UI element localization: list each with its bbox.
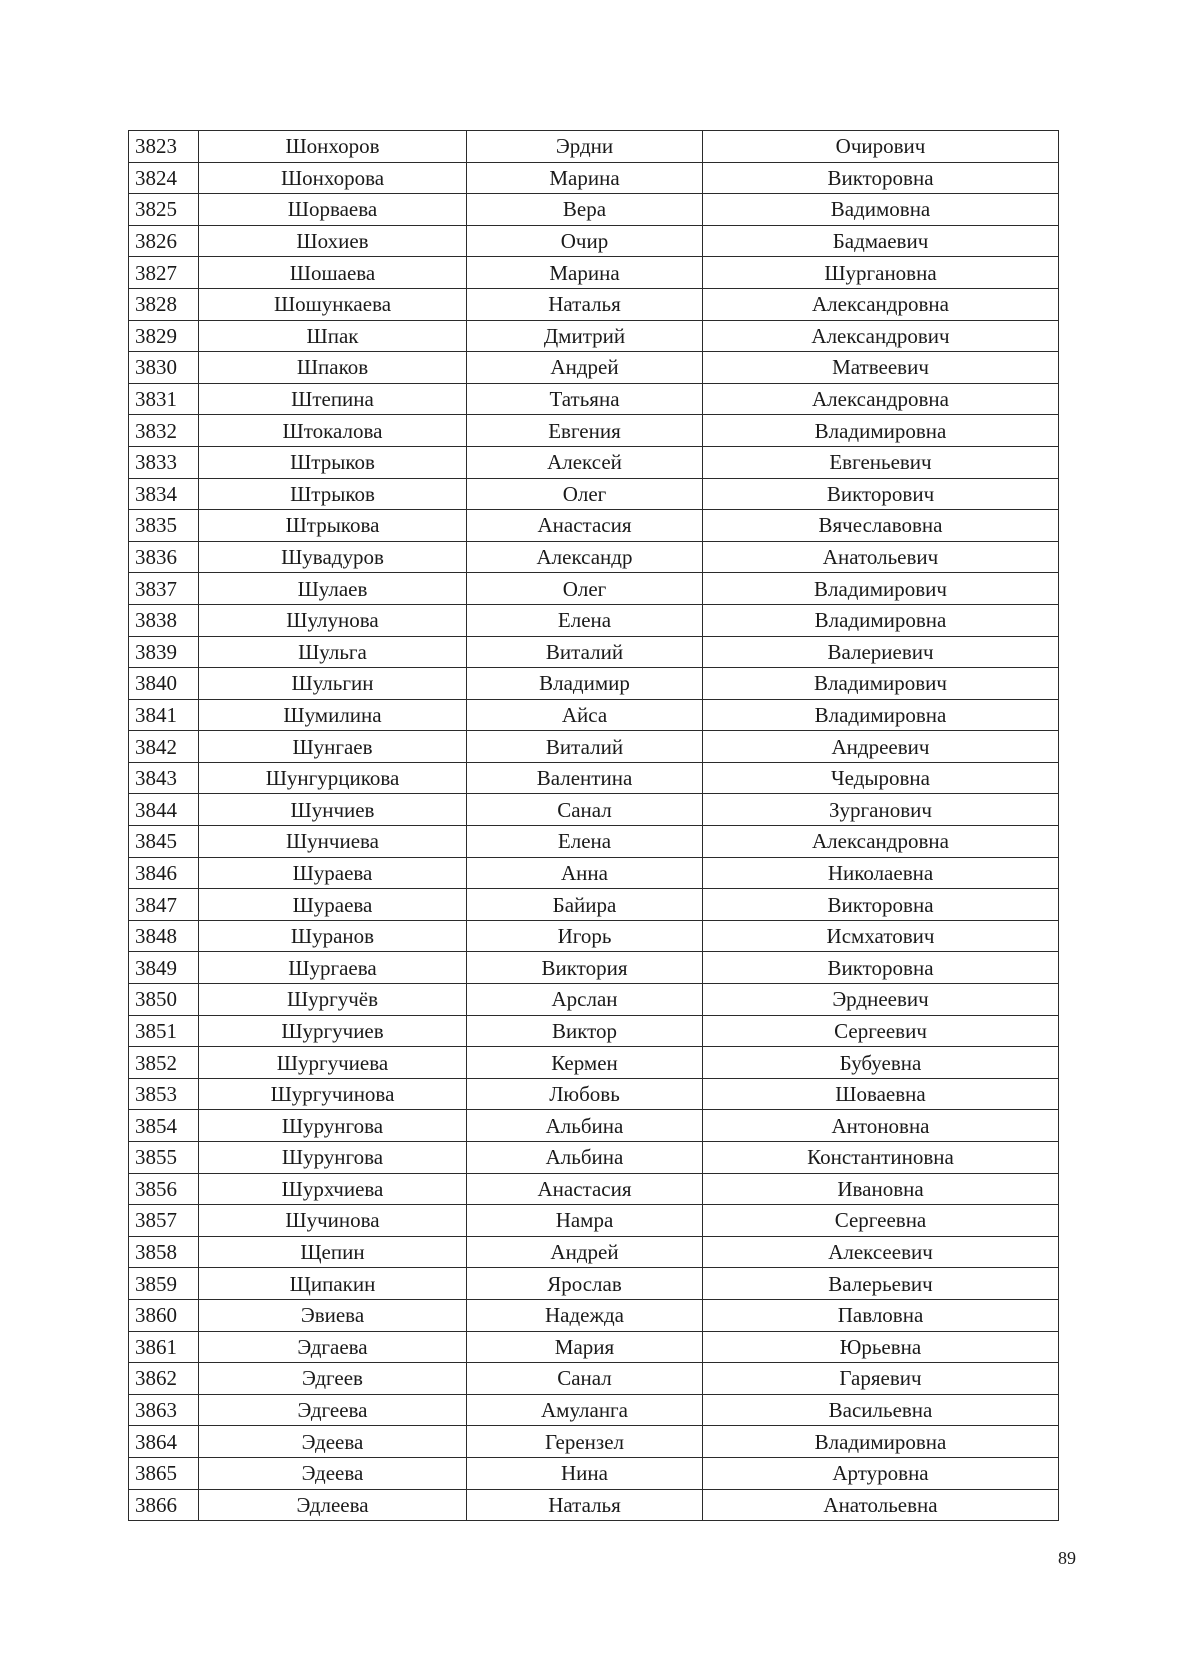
patronymic-cell: Сергеевна — [703, 1205, 1059, 1237]
first-name-cell: Елена — [467, 604, 703, 636]
patronymic-cell: Антоновна — [703, 1110, 1059, 1142]
surname-cell: Шургучёв — [199, 984, 467, 1016]
patronymic-cell: Владимировна — [703, 699, 1059, 731]
row-number-cell: 3866 — [129, 1489, 199, 1521]
surname-cell: Шорваева — [199, 194, 467, 226]
row-number-cell: 3846 — [129, 857, 199, 889]
surname-cell: Эдлеева — [199, 1489, 467, 1521]
first-name-cell: Татьяна — [467, 383, 703, 415]
surname-cell: Эдеева — [199, 1426, 467, 1458]
first-name-cell: Нина — [467, 1457, 703, 1489]
table-row — [129, 131, 1059, 163]
surname-cell: Шпак — [199, 320, 467, 352]
first-name-cell: Арслан — [467, 984, 703, 1016]
roster-table — [128, 130, 1059, 1521]
patronymic-cell: Александровна — [703, 383, 1059, 415]
first-name-cell: Виктор — [467, 1015, 703, 1047]
first-name-cell: Виктория — [467, 952, 703, 984]
first-name-cell: Ярослав — [467, 1268, 703, 1300]
first-name-cell: Владимир — [467, 668, 703, 700]
table-row — [129, 1142, 1059, 1174]
table-row — [129, 604, 1059, 636]
row-number-cell: 3828 — [129, 288, 199, 320]
patronymic-cell: Валерьевич — [703, 1268, 1059, 1300]
first-name-cell: Амуланга — [467, 1394, 703, 1426]
table-row — [129, 668, 1059, 700]
row-number-cell: 3832 — [129, 415, 199, 447]
row-number-cell: 3825 — [129, 194, 199, 226]
surname-cell: Эдеева — [199, 1457, 467, 1489]
table-row — [129, 762, 1059, 794]
table-row — [129, 320, 1059, 352]
table-row — [129, 1363, 1059, 1395]
first-name-cell: Андрей — [467, 352, 703, 384]
table-row — [129, 1205, 1059, 1237]
surname-cell: Шургучиева — [199, 1047, 467, 1079]
table-row — [129, 446, 1059, 478]
first-name-cell: Намра — [467, 1205, 703, 1237]
first-name-cell: Анастасия — [467, 510, 703, 542]
first-name-cell: Анна — [467, 857, 703, 889]
row-number-cell: 3852 — [129, 1047, 199, 1079]
patronymic-cell: Валериевич — [703, 636, 1059, 668]
table-row — [129, 1299, 1059, 1331]
table-row — [129, 352, 1059, 384]
row-number-cell: 3824 — [129, 162, 199, 194]
patronymic-cell: Сергеевич — [703, 1015, 1059, 1047]
row-number-cell: 3860 — [129, 1299, 199, 1331]
patronymic-cell: Эрднеевич — [703, 984, 1059, 1016]
row-number-cell: 3848 — [129, 920, 199, 952]
surname-cell: Шунчиева — [199, 826, 467, 858]
surname-cell: Эдгеева — [199, 1394, 467, 1426]
surname-cell: Шурхчиева — [199, 1173, 467, 1205]
row-number-cell: 3861 — [129, 1331, 199, 1363]
first-name-cell: Дмитрий — [467, 320, 703, 352]
surname-cell: Шунгаев — [199, 731, 467, 763]
patronymic-cell: Артуровна — [703, 1457, 1059, 1489]
row-number-cell: 3827 — [129, 257, 199, 289]
row-number-cell: 3855 — [129, 1142, 199, 1174]
patronymic-cell: Константиновна — [703, 1142, 1059, 1174]
patronymic-cell: Викторовна — [703, 889, 1059, 921]
row-number-cell: 3849 — [129, 952, 199, 984]
surname-cell: Эдгаева — [199, 1331, 467, 1363]
patronymic-cell: Андреевич — [703, 731, 1059, 763]
table-row — [129, 952, 1059, 984]
first-name-cell: Алексей — [467, 446, 703, 478]
first-name-cell: Кермен — [467, 1047, 703, 1079]
table-row — [129, 1236, 1059, 1268]
first-name-cell: Евгения — [467, 415, 703, 447]
surname-cell: Штокалова — [199, 415, 467, 447]
row-number-cell: 3826 — [129, 225, 199, 257]
roster-table-body — [129, 131, 1059, 1521]
patronymic-cell: Васильевна — [703, 1394, 1059, 1426]
patronymic-cell: Шургановна — [703, 257, 1059, 289]
first-name-cell: Герензел — [467, 1426, 703, 1458]
patronymic-cell: Владимировна — [703, 604, 1059, 636]
table-row — [129, 920, 1059, 952]
patronymic-cell: Владимировна — [703, 415, 1059, 447]
table-row — [129, 826, 1059, 858]
row-number-cell: 3838 — [129, 604, 199, 636]
surname-cell: Шулаев — [199, 573, 467, 605]
row-number-cell: 3841 — [129, 699, 199, 731]
table-row — [129, 288, 1059, 320]
first-name-cell: Надежда — [467, 1299, 703, 1331]
table-row — [129, 510, 1059, 542]
surname-cell: Щепин — [199, 1236, 467, 1268]
surname-cell: Шонхорова — [199, 162, 467, 194]
row-number-cell: 3839 — [129, 636, 199, 668]
patronymic-cell: Павловна — [703, 1299, 1059, 1331]
table-row — [129, 1078, 1059, 1110]
table-row — [129, 1489, 1059, 1521]
table-row — [129, 1110, 1059, 1142]
table-row — [129, 194, 1059, 226]
first-name-cell: Любовь — [467, 1078, 703, 1110]
patronymic-cell: Зурганович — [703, 794, 1059, 826]
table-row — [129, 857, 1059, 889]
row-number-cell: 3830 — [129, 352, 199, 384]
first-name-cell: Очир — [467, 225, 703, 257]
row-number-cell: 3829 — [129, 320, 199, 352]
patronymic-cell: Бадмаевич — [703, 225, 1059, 257]
row-number-cell: 3865 — [129, 1457, 199, 1489]
table-row — [129, 1426, 1059, 1458]
patronymic-cell: Чедыровна — [703, 762, 1059, 794]
first-name-cell: Вера — [467, 194, 703, 226]
surname-cell: Шурунгова — [199, 1110, 467, 1142]
table-row — [129, 415, 1059, 447]
first-name-cell: Виталий — [467, 636, 703, 668]
first-name-cell: Игорь — [467, 920, 703, 952]
row-number-cell: 3844 — [129, 794, 199, 826]
table-row — [129, 1015, 1059, 1047]
first-name-cell: Наталья — [467, 288, 703, 320]
surname-cell: Шпаков — [199, 352, 467, 384]
row-number-cell: 3843 — [129, 762, 199, 794]
patronymic-cell: Викторовна — [703, 162, 1059, 194]
table-row — [129, 731, 1059, 763]
first-name-cell: Елена — [467, 826, 703, 858]
patronymic-cell: Очирович — [703, 131, 1059, 163]
surname-cell: Эдгеев — [199, 1363, 467, 1395]
surname-cell: Шувадуров — [199, 541, 467, 573]
surname-cell: Шульгин — [199, 668, 467, 700]
surname-cell: Шургаева — [199, 952, 467, 984]
table-row — [129, 1331, 1059, 1363]
patronymic-cell: Викторович — [703, 478, 1059, 510]
row-number-cell: 3840 — [129, 668, 199, 700]
first-name-cell: Марина — [467, 162, 703, 194]
row-number-cell: 3842 — [129, 731, 199, 763]
row-number-cell: 3835 — [129, 510, 199, 542]
first-name-cell: Санал — [467, 794, 703, 826]
first-name-cell: Санал — [467, 1363, 703, 1395]
first-name-cell: Альбина — [467, 1110, 703, 1142]
row-number-cell: 3823 — [129, 131, 199, 163]
row-number-cell: 3858 — [129, 1236, 199, 1268]
first-name-cell: Анастасия — [467, 1173, 703, 1205]
surname-cell: Шумилина — [199, 699, 467, 731]
row-number-cell: 3851 — [129, 1015, 199, 1047]
table-row — [129, 162, 1059, 194]
surname-cell: Шошункаева — [199, 288, 467, 320]
table-row — [129, 636, 1059, 668]
patronymic-cell: Вадимовна — [703, 194, 1059, 226]
patronymic-cell: Ивановна — [703, 1173, 1059, 1205]
patronymic-cell: Вячеславовна — [703, 510, 1059, 542]
row-number-cell: 3836 — [129, 541, 199, 573]
surname-cell: Шурунгова — [199, 1142, 467, 1174]
row-number-cell: 3862 — [129, 1363, 199, 1395]
table-row — [129, 1394, 1059, 1426]
table-row — [129, 1268, 1059, 1300]
table-row — [129, 1173, 1059, 1205]
surname-cell: Эвиева — [199, 1299, 467, 1331]
first-name-cell: Мария — [467, 1331, 703, 1363]
surname-cell: Шунчиев — [199, 794, 467, 826]
surname-cell: Штрыков — [199, 478, 467, 510]
row-number-cell: 3859 — [129, 1268, 199, 1300]
patronymic-cell: Евгеньевич — [703, 446, 1059, 478]
row-number-cell: 3856 — [129, 1173, 199, 1205]
surname-cell: Щипакин — [199, 1268, 467, 1300]
surname-cell: Шургучиев — [199, 1015, 467, 1047]
table-row — [129, 257, 1059, 289]
row-number-cell: 3857 — [129, 1205, 199, 1237]
surname-cell: Шонхоров — [199, 131, 467, 163]
surname-cell: Штрыкова — [199, 510, 467, 542]
table-row — [129, 1457, 1059, 1489]
surname-cell: Шураева — [199, 857, 467, 889]
row-number-cell: 3833 — [129, 446, 199, 478]
surname-cell: Шуранов — [199, 920, 467, 952]
surname-cell: Шохиев — [199, 225, 467, 257]
table-row — [129, 383, 1059, 415]
first-name-cell: Байира — [467, 889, 703, 921]
first-name-cell: Виталий — [467, 731, 703, 763]
row-number-cell: 3850 — [129, 984, 199, 1016]
table-row — [129, 1047, 1059, 1079]
row-number-cell: 3831 — [129, 383, 199, 415]
row-number-cell: 3837 — [129, 573, 199, 605]
surname-cell: Шучинова — [199, 1205, 467, 1237]
first-name-cell: Айса — [467, 699, 703, 731]
row-number-cell: 3845 — [129, 826, 199, 858]
patronymic-cell: Александровна — [703, 826, 1059, 858]
table-row — [129, 889, 1059, 921]
first-name-cell: Валентина — [467, 762, 703, 794]
patronymic-cell: Исмхатович — [703, 920, 1059, 952]
surname-cell: Шулунова — [199, 604, 467, 636]
page-number: 89 — [1058, 1548, 1076, 1568]
patronymic-cell: Анатольевич — [703, 541, 1059, 573]
patronymic-cell: Гаряевич — [703, 1363, 1059, 1395]
patronymic-cell: Владимировна — [703, 1426, 1059, 1458]
patronymic-cell: Владимирович — [703, 668, 1059, 700]
first-name-cell: Андрей — [467, 1236, 703, 1268]
row-number-cell: 3863 — [129, 1394, 199, 1426]
surname-cell: Шошаева — [199, 257, 467, 289]
patronymic-cell: Викторовна — [703, 952, 1059, 984]
surname-cell: Штепина — [199, 383, 467, 415]
patronymic-cell: Юрьевна — [703, 1331, 1059, 1363]
patronymic-cell: Анатольевна — [703, 1489, 1059, 1521]
first-name-cell: Альбина — [467, 1142, 703, 1174]
surname-cell: Шураева — [199, 889, 467, 921]
patronymic-cell: Александровна — [703, 288, 1059, 320]
table-row — [129, 794, 1059, 826]
row-number-cell: 3834 — [129, 478, 199, 510]
first-name-cell: Александр — [467, 541, 703, 573]
first-name-cell: Олег — [467, 478, 703, 510]
patronymic-cell: Шоваевна — [703, 1078, 1059, 1110]
patronymic-cell: Владимирович — [703, 573, 1059, 605]
first-name-cell: Олег — [467, 573, 703, 605]
row-number-cell: 3854 — [129, 1110, 199, 1142]
surname-cell: Шульга — [199, 636, 467, 668]
patronymic-cell: Матвеевич — [703, 352, 1059, 384]
table-row — [129, 699, 1059, 731]
surname-cell: Шургучинова — [199, 1078, 467, 1110]
first-name-cell: Марина — [467, 257, 703, 289]
surname-cell: Штрыков — [199, 446, 467, 478]
row-number-cell: 3853 — [129, 1078, 199, 1110]
first-name-cell: Наталья — [467, 1489, 703, 1521]
first-name-cell: Эрдни — [467, 131, 703, 163]
patronymic-cell: Николаевна — [703, 857, 1059, 889]
row-number-cell: 3864 — [129, 1426, 199, 1458]
table-row — [129, 573, 1059, 605]
table-row — [129, 225, 1059, 257]
table-row — [129, 984, 1059, 1016]
table-row — [129, 541, 1059, 573]
patronymic-cell: Александрович — [703, 320, 1059, 352]
row-number-cell: 3847 — [129, 889, 199, 921]
patronymic-cell: Бубуевна — [703, 1047, 1059, 1079]
patronymic-cell: Алексеевич — [703, 1236, 1059, 1268]
surname-cell: Шунгурцикова — [199, 762, 467, 794]
table-row — [129, 478, 1059, 510]
